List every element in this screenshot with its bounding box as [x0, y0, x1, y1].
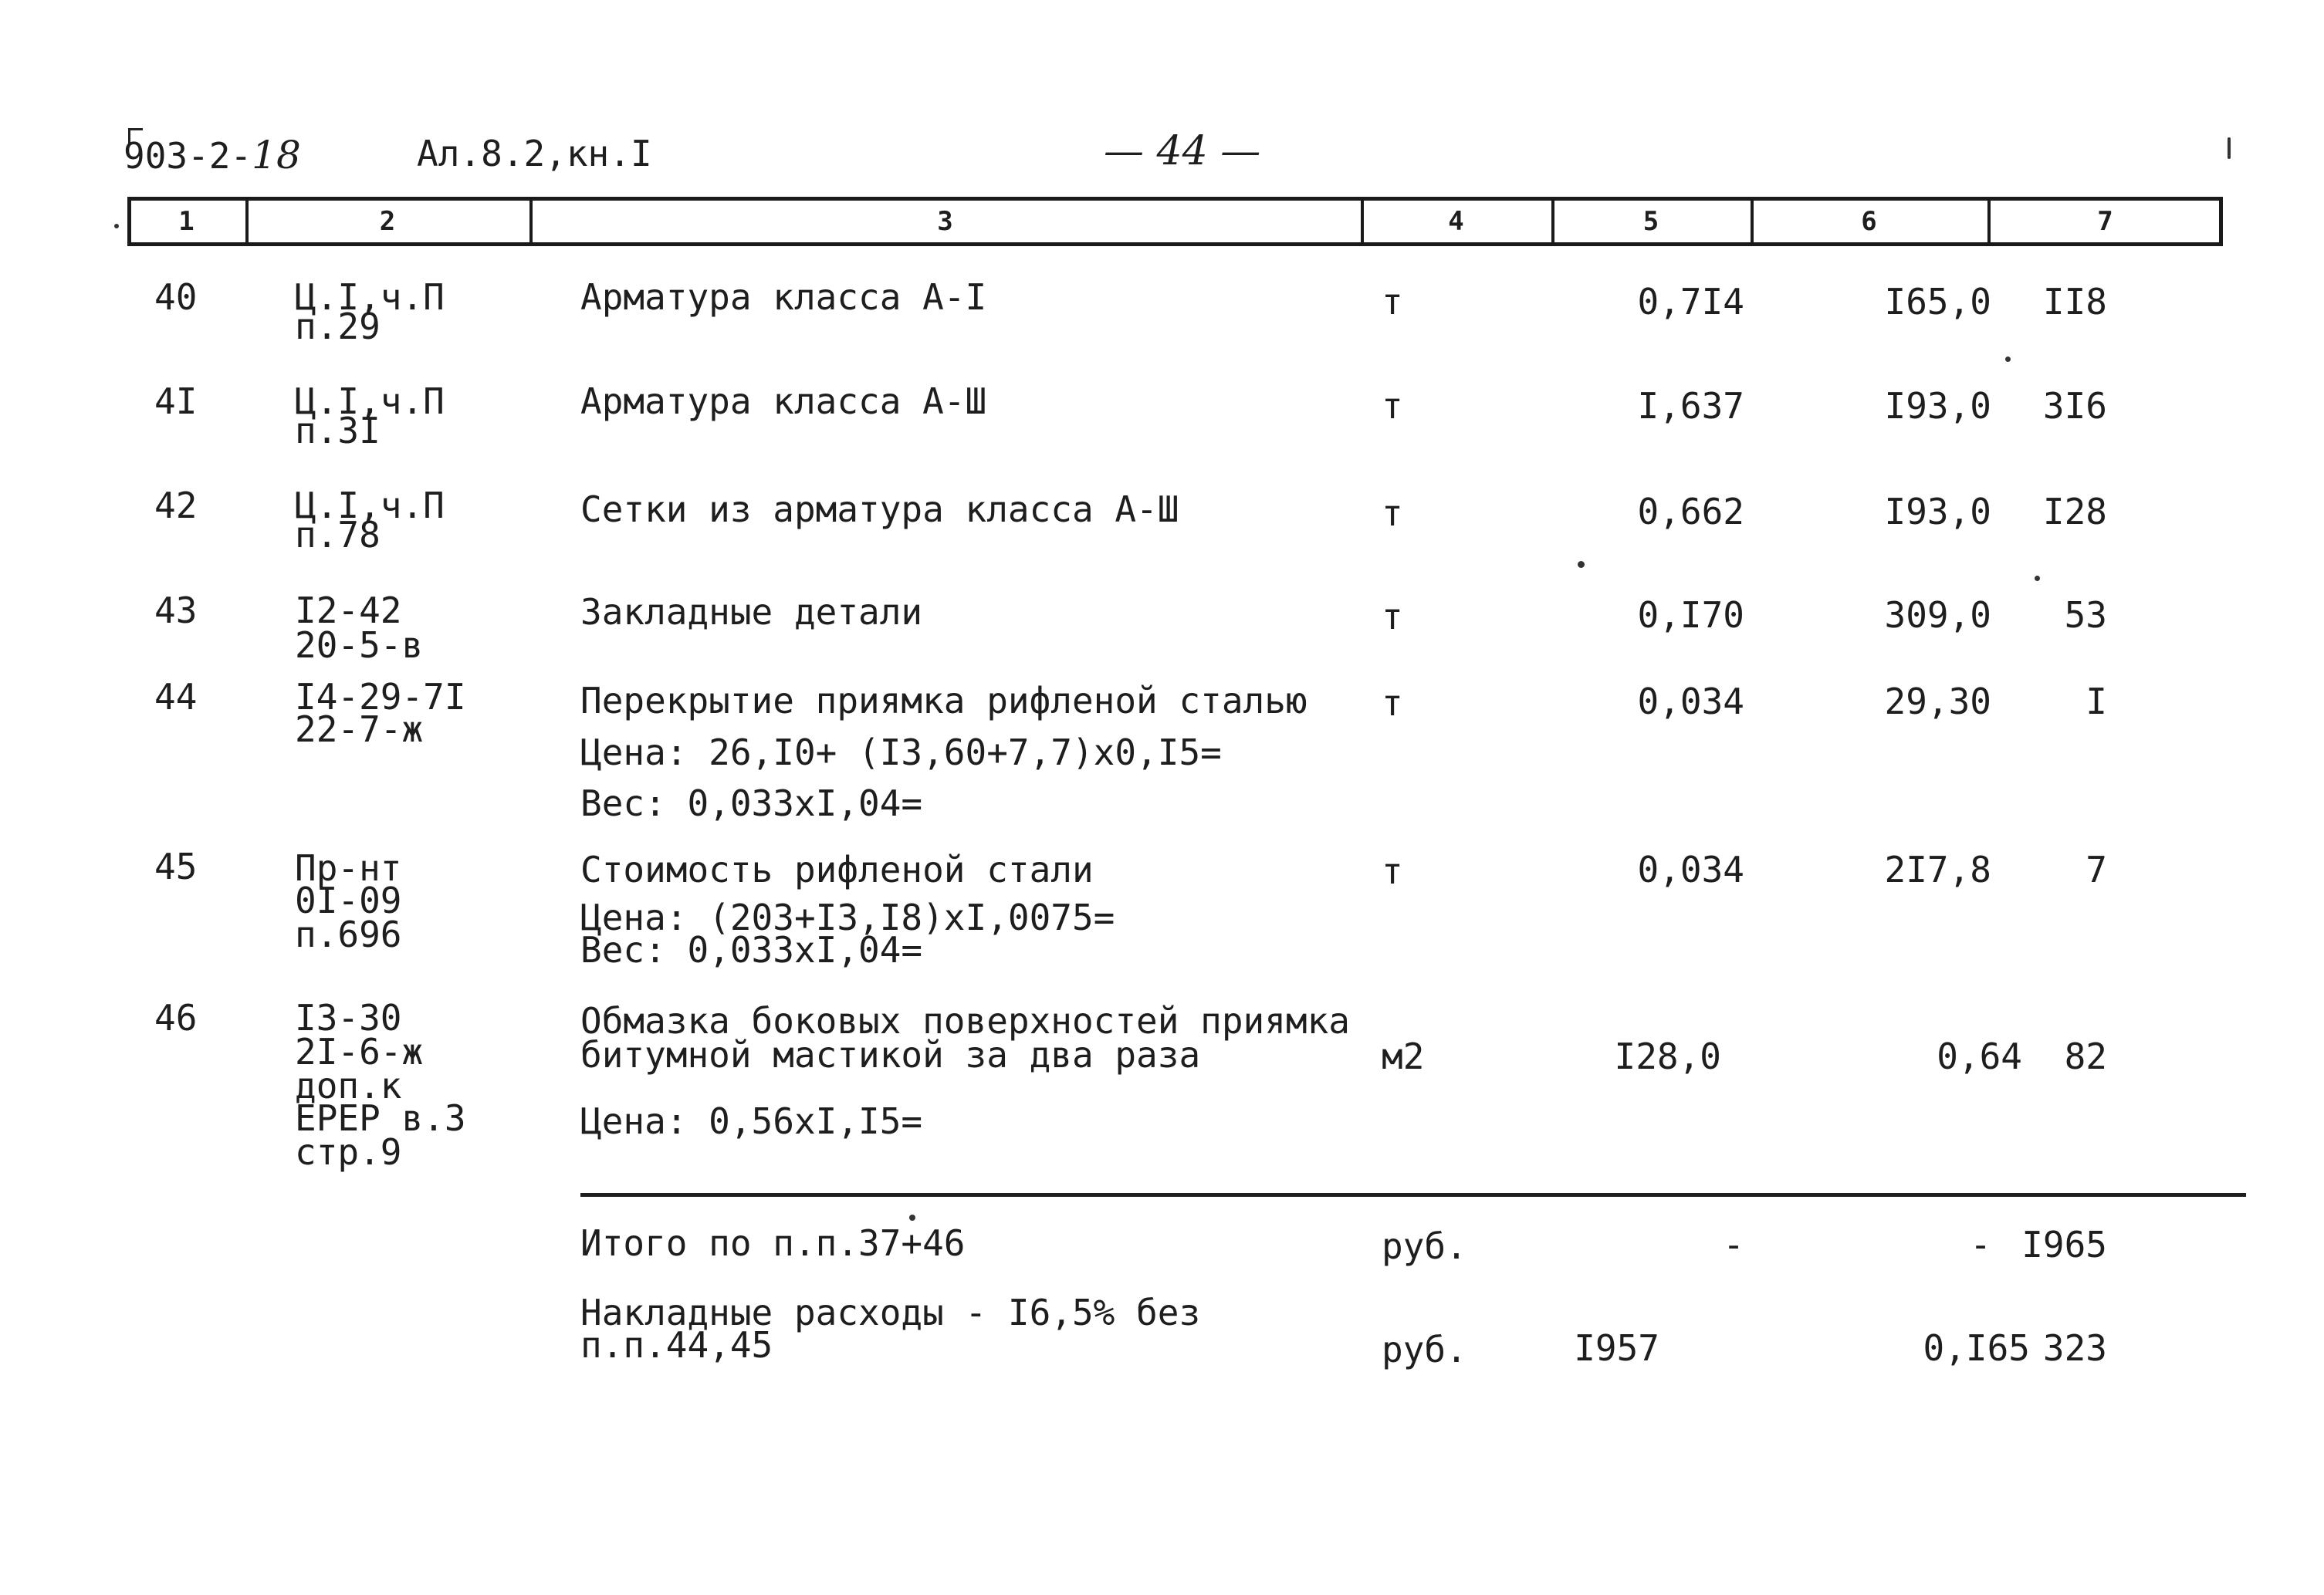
document-code-handwritten: 18: [252, 133, 301, 177]
subtotal-unit: руб.: [1382, 1225, 1467, 1267]
subtotal-label: Итого по п.п.37+46: [580, 1222, 966, 1264]
row-cost: 3I6: [2042, 385, 2107, 427]
row-cost: I: [2086, 681, 2107, 722]
row-unit: т: [1382, 682, 1403, 724]
row-quantity: I28,0: [1614, 1036, 1721, 1077]
row-reference: I4-29-7I: [295, 676, 466, 718]
row-quantity: 0,7I4: [1637, 281, 1744, 323]
row-number: 44: [154, 676, 198, 718]
column-number-2: 2: [379, 206, 396, 237]
row-unit: м2: [1382, 1036, 1425, 1077]
overhead-label: п.п.44,45: [580, 1324, 773, 1366]
row-reference: 20-5-в: [295, 624, 424, 666]
totals-divider: [580, 1193, 2246, 1197]
row-price: 29,30: [1884, 681, 1991, 722]
scan-speck: [114, 224, 119, 228]
row-description: Обмазка боковых поверхностей приямка: [580, 1000, 1350, 1042]
scan-speck: [909, 1215, 915, 1221]
row-reference: Ц.I,ч.П: [295, 380, 445, 422]
row-reference: Ц.I,ч.П: [295, 276, 445, 318]
row-unit: т: [1382, 596, 1403, 637]
weight-formula: Вес: 0,033хI,04=: [580, 929, 923, 971]
document-code: 903-2-18: [123, 133, 301, 177]
row-cost: 53: [2064, 594, 2107, 636]
row-reference: 2I-6-ж: [295, 1031, 424, 1073]
column-number-1: 1: [178, 206, 195, 237]
row-quantity: 0,034: [1637, 681, 1744, 722]
row-number: 40: [154, 276, 198, 318]
row-reference: 0I-09: [295, 880, 402, 921]
row-unit: т: [1382, 492, 1403, 534]
row-description: битумной мастикой за два раза: [580, 1034, 1201, 1076]
row-number: 45: [154, 846, 198, 887]
row-reference: I3-30: [295, 997, 402, 1039]
row-cost: I28: [2042, 491, 2107, 532]
row-reference: п.78: [295, 514, 381, 556]
overhead-label: Накладные расходы - I6,5% без: [580, 1292, 1201, 1333]
row-reference: 22-7-ж: [295, 708, 424, 750]
price-formula: Цена: 0,56хI,I5=: [580, 1100, 923, 1142]
row-number: 42: [154, 485, 198, 526]
scan-speck: [2005, 357, 2011, 362]
price-formula: Цена: (203+I3,I8)хI,0075=: [580, 897, 1115, 938]
row-number: 46: [154, 997, 198, 1039]
row-reference: ЕРЕР в.3: [295, 1097, 466, 1139]
column-number-3: 3: [937, 206, 953, 237]
row-number: 43: [154, 590, 198, 631]
column-number-7: 7: [2097, 206, 2113, 237]
row-quantity: 0,034: [1637, 849, 1744, 890]
row-price: I93,0: [1884, 385, 1991, 427]
scan-speck: [1578, 561, 1585, 568]
overhead-cost: 323: [2042, 1327, 2107, 1369]
row-quantity: I,637: [1637, 385, 1744, 427]
row-quantity: 0,662: [1637, 491, 1744, 532]
album-reference: Ал.8.2,кн.I: [417, 133, 652, 174]
row-reference: Пр-нт: [295, 847, 402, 889]
row-cost: 82: [2064, 1036, 2107, 1077]
row-price: I65,0: [1884, 281, 1991, 323]
row-description: Сетки из арматура класса А-Ш: [580, 488, 1179, 530]
scan-speck: [2228, 137, 2231, 159]
row-description: Арматура класса А-Ш: [580, 380, 987, 422]
row-reference: стр.9: [295, 1131, 402, 1173]
row-description: Арматура класса А-I: [580, 276, 987, 318]
row-unit: т: [1382, 281, 1403, 323]
overhead-rate: 0,I65: [1923, 1327, 2030, 1369]
row-description: Закладные детали: [580, 591, 923, 633]
row-cost: II8: [2042, 281, 2107, 323]
row-quantity: 0,I70: [1637, 594, 1744, 636]
row-reference: п.696: [295, 914, 402, 955]
subtotal-price: -: [1970, 1224, 1991, 1266]
column-number-4: 4: [1448, 206, 1464, 237]
weight-formula: Вес: 0,033хI,04=: [580, 782, 923, 824]
row-cost: 7: [2086, 849, 2107, 890]
row-price: I93,0: [1884, 491, 1991, 532]
row-number: 4I: [154, 380, 198, 422]
row-description: Перекрытие приямка рифленой сталью: [580, 680, 1307, 721]
overhead-quantity: I957: [1574, 1327, 1659, 1369]
row-price: 2I7,8: [1884, 849, 1991, 890]
column-number-6: 6: [1861, 206, 1877, 237]
scan-speck: [2035, 576, 2040, 581]
row-description: Стоимость рифленой стали: [580, 849, 1094, 890]
price-formula: Цена: 26,I0+ (I3,60+7,7)х0,I5=: [580, 732, 1222, 773]
row-unit: т: [1382, 385, 1403, 427]
column-number-5: 5: [1642, 206, 1659, 237]
row-price: 0,64: [1937, 1036, 2022, 1077]
row-reference: доп.к: [295, 1065, 402, 1107]
row-price: 309,0: [1884, 594, 1991, 636]
row-reference: I2-42: [295, 590, 402, 631]
subtotal-quantity: -: [1723, 1224, 1744, 1266]
row-reference: п.3I: [295, 410, 381, 451]
row-reference: Ц.I,ч.П: [295, 485, 445, 526]
subtotal-cost: I965: [2021, 1224, 2107, 1266]
row-reference: п.29: [295, 306, 381, 347]
page-number: — 44 —: [1104, 128, 1261, 174]
row-unit: т: [1382, 850, 1403, 892]
overhead-unit: руб.: [1382, 1329, 1467, 1370]
